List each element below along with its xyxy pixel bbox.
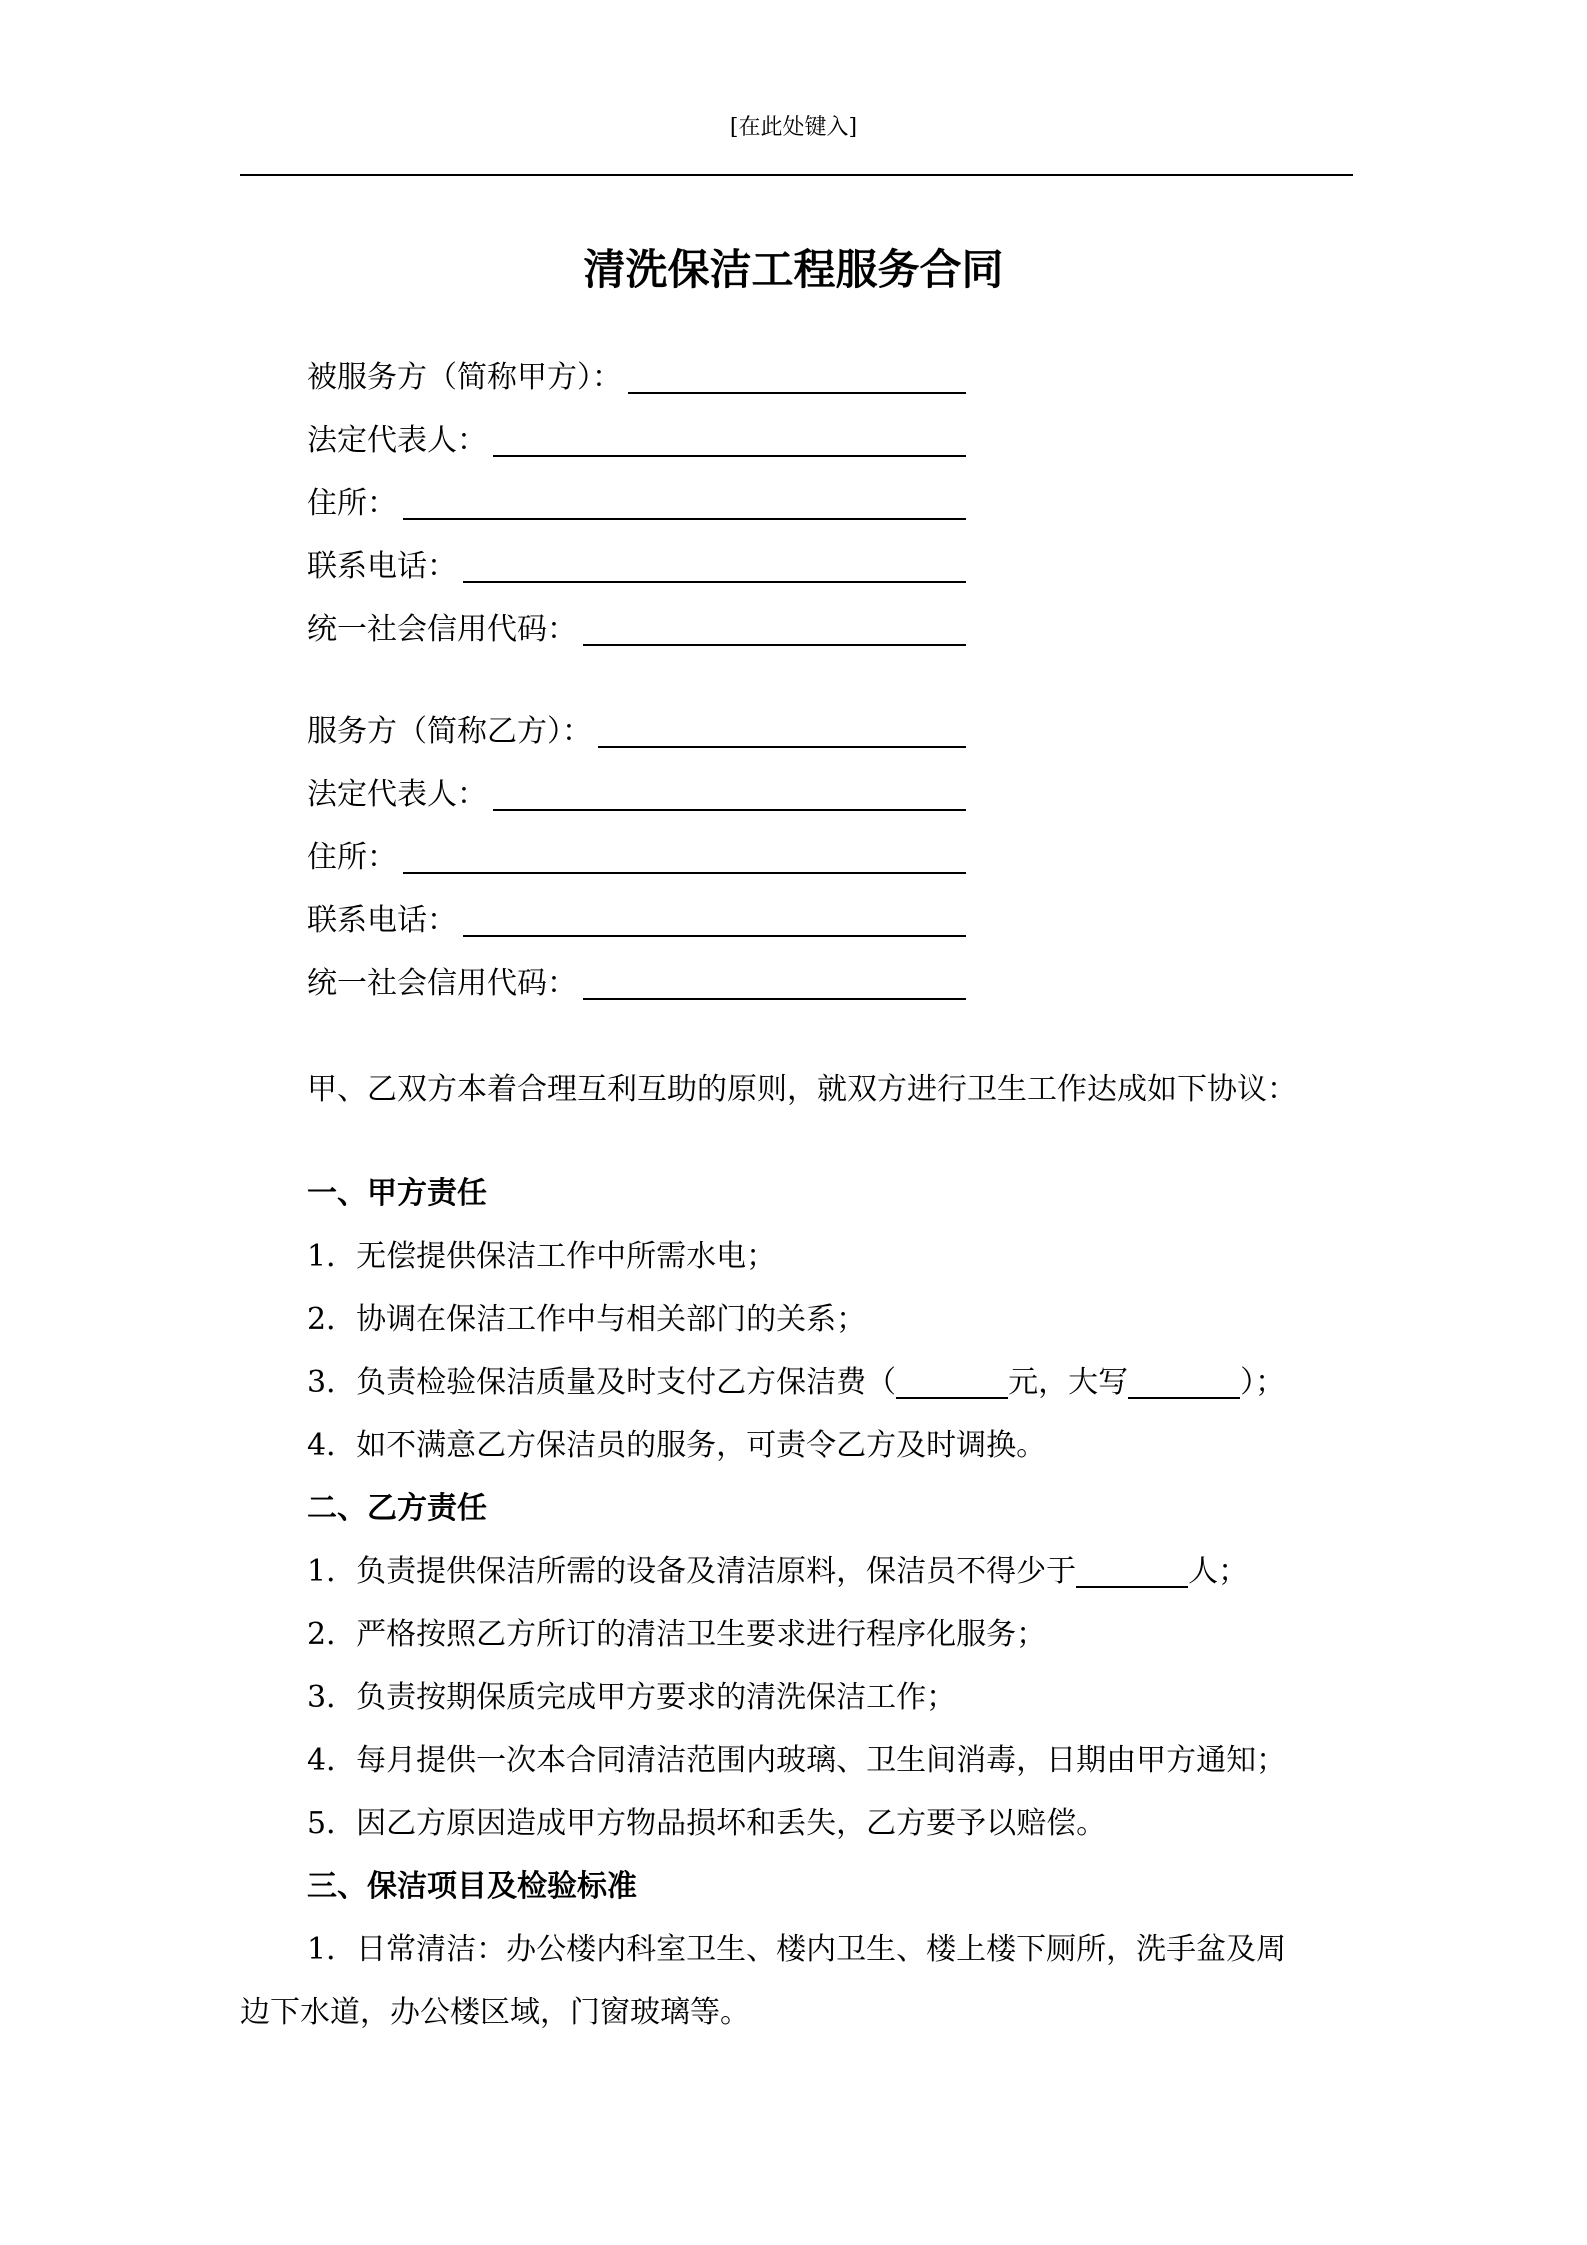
section1-item2: 2．协调在保洁工作中与相关部门的关系； (307, 1302, 867, 1337)
section1-item4: 4．如不满意乙方保洁员的服务，可责令乙方及时调换。 (307, 1428, 1047, 1463)
section1-item3-text-a: 3．负责检验保洁质量及时支付乙方保洁费（ (307, 1365, 897, 1400)
document-title: 清洗保洁工程服务合同 (583, 245, 1004, 294)
party-a-code-blank[interactable] (583, 614, 966, 646)
party-a-code-label: 统一社会信用代码： (307, 612, 577, 647)
party-b-code-field[interactable] (307, 962, 966, 1006)
party-a-name-field[interactable] (307, 356, 966, 400)
party-b-phone-label: 联系电话： (307, 903, 457, 938)
party-b-addr-blank[interactable] (403, 842, 966, 874)
section1-item3 (307, 1361, 1285, 1405)
party-b-addr-label: 住所： (307, 840, 397, 875)
party-b-code-blank[interactable] (583, 968, 966, 1000)
party-a-name-blank[interactable] (628, 362, 966, 394)
party-b-name-label: 服务方（简称乙方）： (307, 714, 592, 749)
party-a-phone-blank[interactable] (463, 551, 966, 583)
party-a-name-label: 被服务方（简称甲方）： (307, 360, 622, 395)
fee-capital-blank[interactable] (1128, 1367, 1240, 1399)
section1-item3-text-b: 元，大写 (1008, 1365, 1129, 1400)
party-b-rep-field[interactable] (307, 773, 966, 817)
section1-item3-text-c: ）； (1240, 1365, 1286, 1400)
party-b-rep-label: 法定代表人： (307, 777, 487, 812)
section2-item3: 3．负责按期保质完成甲方要求的清洗保洁工作； (307, 1680, 957, 1715)
section2-item2: 2．严格按照乙方所订的清洁卫生要求进行程序化服务； (307, 1617, 1047, 1652)
party-b-phone-field[interactable] (307, 899, 966, 943)
staff-count-blank[interactable] (1076, 1556, 1188, 1588)
section3-heading: 三、保洁项目及检验标准 (307, 1869, 637, 1904)
party-a-phone-field[interactable] (307, 545, 966, 589)
section2-item1 (307, 1550, 1248, 1594)
party-a-rep-field[interactable] (307, 419, 966, 463)
fee-amount-blank[interactable] (896, 1367, 1008, 1399)
section2-item1-text-a: 1．负责提供保洁所需的设备及清洁原料，保洁员不得少于 (307, 1554, 1077, 1589)
section1-item1: 1．无偿提供保洁工作中所需水电； (307, 1239, 777, 1274)
party-b-name-field[interactable] (307, 710, 966, 754)
party-a-phone-label: 联系电话： (307, 549, 457, 584)
header-divider (240, 174, 1353, 176)
party-a-rep-label: 法定代表人： (307, 423, 487, 458)
party-a-addr-label: 住所： (307, 486, 397, 521)
party-b-phone-blank[interactable] (463, 905, 966, 937)
section3-item1-line1: 1．日常清洁：办公楼内科室卫生、楼内卫生、楼上楼下厕所，洗手盆及周 (307, 1932, 1287, 1967)
party-a-addr-blank[interactable] (403, 488, 966, 520)
section2-item1-text-b: 人； (1188, 1554, 1249, 1589)
party-b-name-blank[interactable] (598, 716, 966, 748)
party-a-code-field[interactable] (307, 608, 966, 652)
party-b-code-label: 统一社会信用代码： (307, 966, 577, 1001)
section2-heading: 二、乙方责任 (307, 1491, 487, 1526)
section1-heading: 一、甲方责任 (307, 1176, 487, 1211)
party-b-rep-blank[interactable] (493, 779, 966, 811)
party-a-rep-blank[interactable] (493, 425, 966, 457)
section3-item1-line2: 边下水道，办公楼区域，门窗玻璃等。 (240, 1995, 750, 2030)
page-header[interactable]: [在此处键入] (729, 115, 858, 140)
section2-item4: 4．每月提供一次本合同清洁范围内玻璃、卫生间消毒，日期由甲方通知； (307, 1743, 1287, 1778)
section2-item5: 5．因乙方原因造成甲方物品损坏和丢失，乙方要予以赔偿。 (307, 1806, 1107, 1841)
party-a-addr-field[interactable] (307, 482, 966, 526)
party-b-addr-field[interactable] (307, 836, 966, 880)
intro-paragraph: 甲、乙双方本着合理互利互助的原则，就双方进行卫生工作达成如下协议： (307, 1072, 1297, 1107)
